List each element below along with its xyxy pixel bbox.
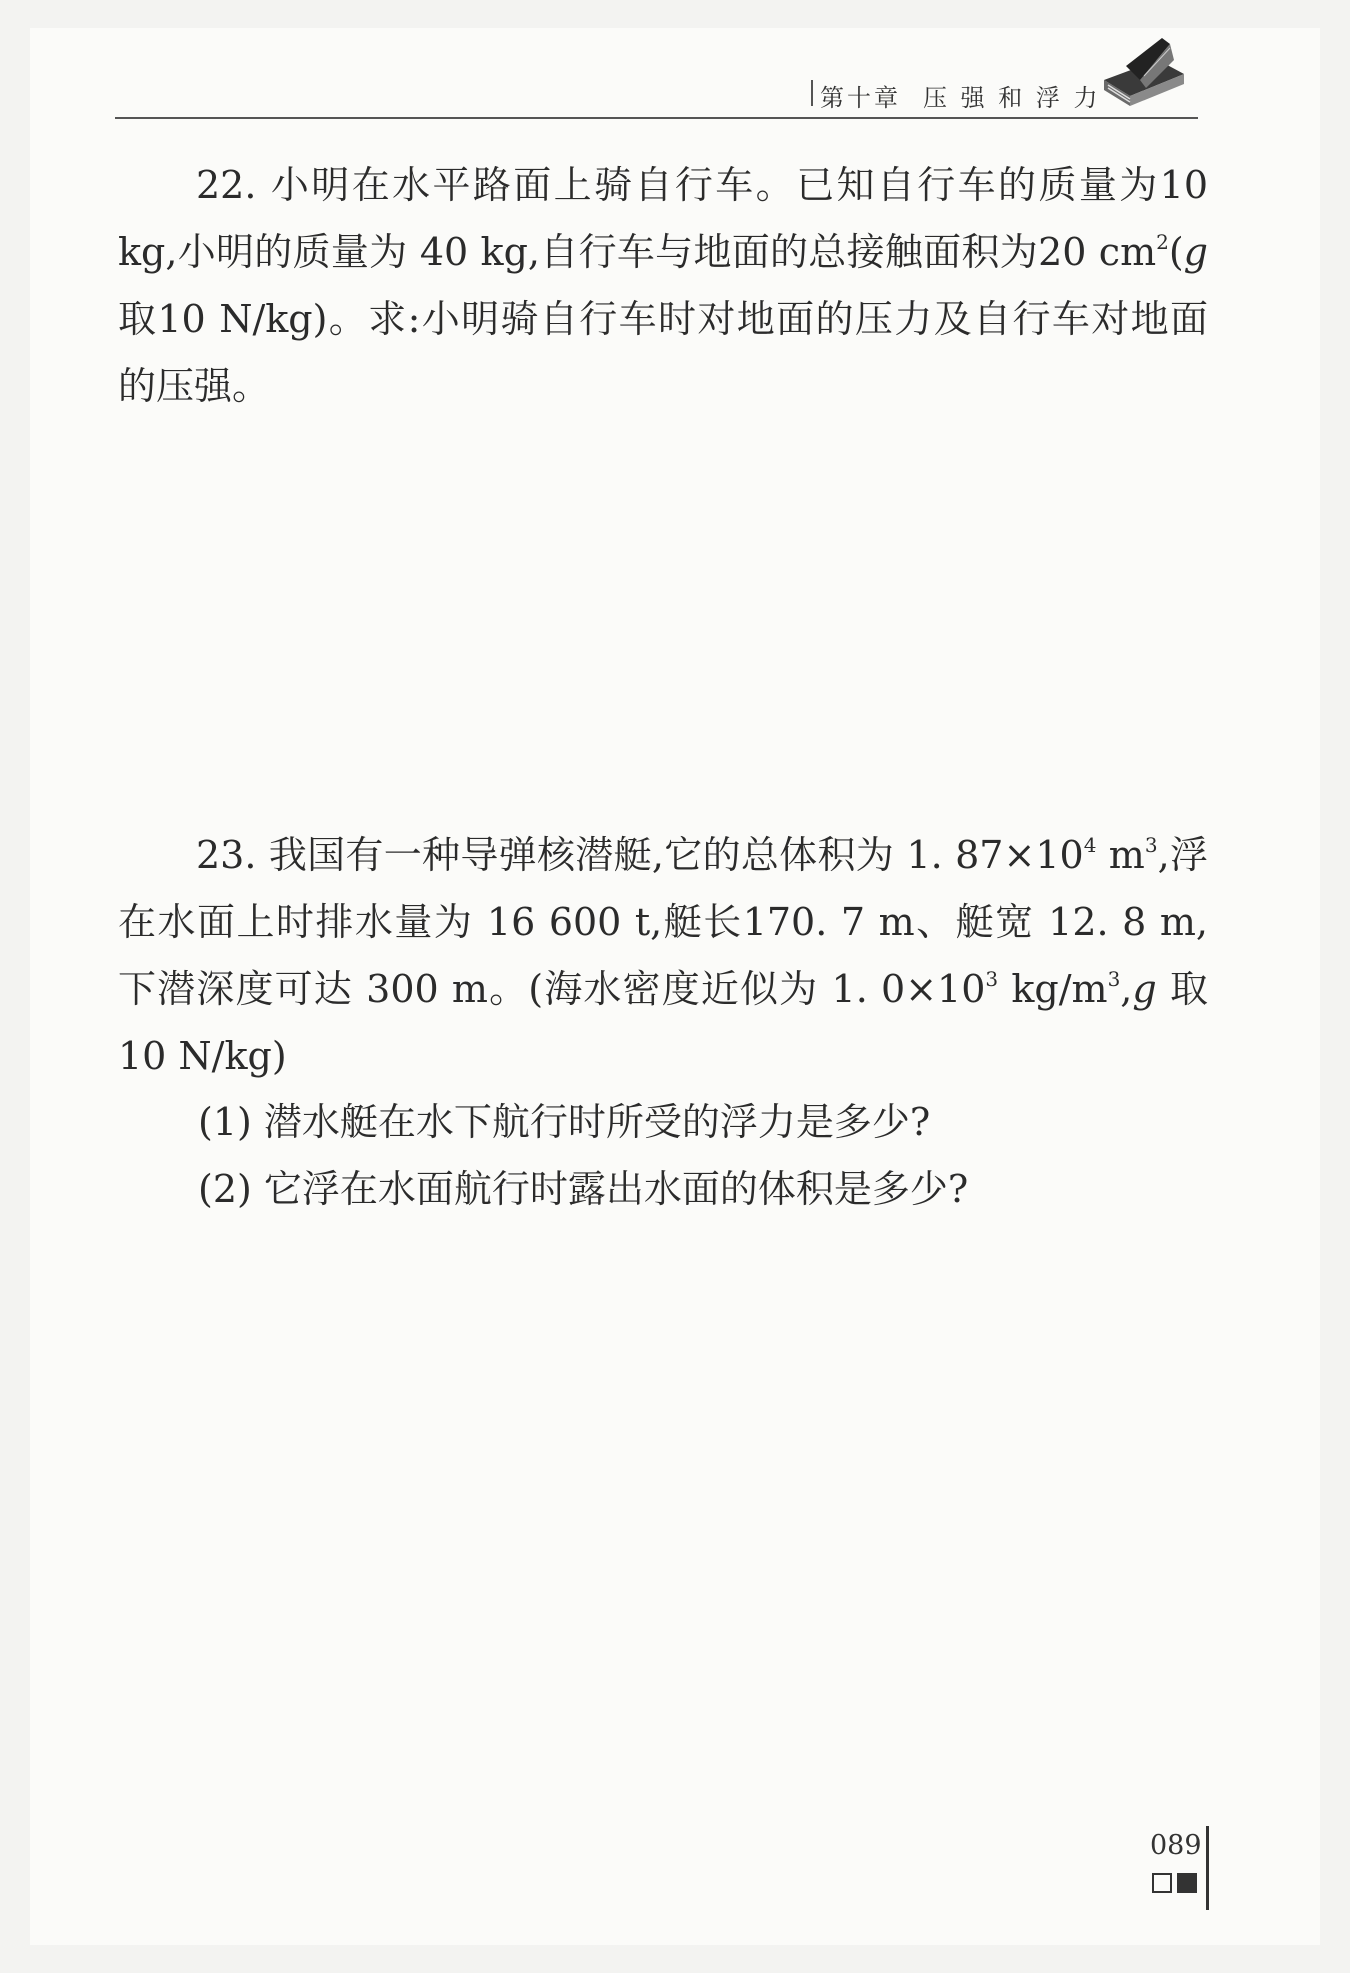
- chapter-number: 第十章: [820, 84, 901, 112]
- question-22: [118, 152, 1208, 420]
- book-icon: [1100, 30, 1186, 110]
- filled-square-icon: [1177, 1873, 1197, 1893]
- q23-subquestion-1: (1) 潜水艇在水下航行时所受的浮力是多少?: [198, 1100, 931, 1144]
- q23-line-4: 10 N/kg): [118, 1034, 287, 1078]
- q22-line-1: 22. 小明在水平路面上骑自行车。已知自行车的质量为: [196, 163, 1160, 207]
- q22-line-2: 10 kg,小明的质量为 40 kg,自行车与地面的总接触面积为: [118, 163, 1208, 274]
- running-header: [820, 78, 1101, 113]
- header-rule: [115, 117, 1198, 119]
- page-number: 089: [1150, 1830, 1202, 1861]
- q23-subquestion-2: (2) 它浮在水面航行时露出水面的体积是多少?: [198, 1167, 969, 1211]
- q22-line-4: 行车对地面的压强。: [118, 297, 1208, 408]
- q23-line-2: 浮在水面上时排水量为 16 600 t,艇长170. 7 m、艇宽 12. 8 m,下: [118, 833, 1208, 1011]
- empty-square-icon: [1152, 1873, 1172, 1893]
- q23-line-3: 潜深度可达 300 m。(海水密度近似为 1. $0\times 10^3$ $kg/m^3,g$ 取: [157, 967, 1208, 1011]
- q22-line-3: 20 $cm^2(g$ 取10 N/kg)。求:小明骑自行车时对地面的压力及自: [118, 230, 1208, 341]
- chapter-title: 压 强 和 浮 力: [923, 84, 1101, 112]
- header-divider: [811, 80, 813, 106]
- question-23: [118, 822, 1208, 1090]
- q23-line-1: 23. 我国有一种导弹核潜艇,它的总体积为 1. $87\times 10^4$ $m^3$,: [196, 833, 1170, 877]
- footer-divider: [1206, 1826, 1209, 1910]
